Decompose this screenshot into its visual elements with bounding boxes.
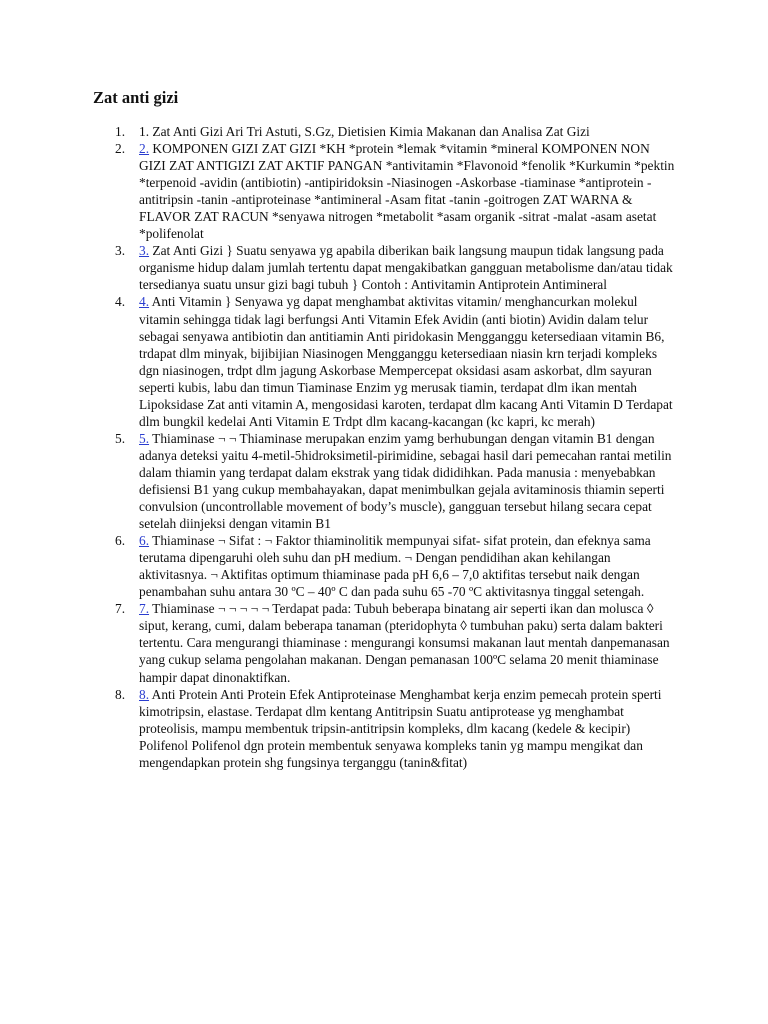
list-item-8	[115, 686, 675, 771]
slide-link-6[interactable]: 6.	[139, 533, 150, 549]
list-item-5	[115, 430, 675, 532]
item-number: 8.	[115, 686, 126, 702]
item-number: 5.	[115, 430, 126, 446]
list-item-7	[115, 600, 675, 685]
slide-link-8[interactable]: 8.	[139, 686, 150, 702]
list-item-2	[115, 140, 675, 242]
list-item-6	[115, 532, 675, 600]
list-item-1	[115, 123, 675, 140]
item-text: KOMPONEN GIZI ZAT GIZI *KH *protein *lemak *vitamin *mineral KOMPONEN NON GIZI ZAT ANTIGIZI ZAT AKTIF PANGAN *antivitamin *Flavonoid *fenolik *Kurkumin *pektin *terpenoid -avidin (antibiotin) -antipiridoksin -Niasinogen -Askorbase -tiaminase *antiprotein -antitripsin -tanin -antiproteinase *antimineral -Asam fitat -tanin -goitrogen ZAT WARNA & FLAVOR ZAT RACUN *senyawa nitrogen *metabolit *asam organik -sitrat -malat -asam asetat *polifenolat	[139, 141, 675, 242]
item-list	[115, 123, 675, 771]
item-text: 1. Zat Anti Gizi Ari Tri Astuti, S.Gz, Dietisien Kimia Makanan dan Analisa Zat Gizi	[139, 124, 590, 139]
list-item-4	[115, 293, 675, 429]
item-number: 3.	[115, 243, 126, 259]
item-number: 1.	[115, 124, 126, 139]
slide-link-4[interactable]: 4.	[139, 294, 150, 310]
item-number: 2.	[115, 141, 126, 157]
item-text: Thiaminase ¬ ¬ Thiaminase merupakan enzim yamg berhubungan dengan vitamin B1 dengan adanya deteksi yaitu 4-metil-5hidroksimetil-pirimidine, sebagai hasil dari pemecahan rantai metilin dalam thiamin yang terdapat dalam ekstrak yang tidak dididihkan. Pada manusia : menyebabkan defisiensi B1 yang cukup membahayakan, dapat menimbulkan gejala avitaminosis thiamin seperti convulsion (uncontrollable movement of body’s muscle), gangguan tersebut hilang secara cepat setelah diinjeksi dengan vitamin B1	[139, 430, 672, 532]
item-number: 4.	[115, 294, 126, 310]
slide-link-2[interactable]: 2.	[139, 141, 150, 157]
item-number: 6.	[115, 533, 126, 549]
item-text: Thiaminase ¬ Sifat : ¬ Faktor thiaminolitik mempunyai sifat- sifat protein, dan efeknya sama terutama dipengaruhi oleh suhu dan pH medium. ¬ Dengan pendidihan akan kehilangan aktivitasnya. ¬ Aktifitas optimum thiaminase pada pH 6,6 – 7,0 aktifitas tersebut naik dengan penambahan suhu antara 30 ºC – 40º C dan pada suhu 65 -70 ºC aktivitasnya tinggal setengah.	[139, 533, 651, 600]
document-title: Zat anti gizi	[93, 88, 179, 107]
slide-link-3[interactable]: 3.	[139, 243, 150, 259]
item-text: Anti Protein Anti Protein Efek Antiproteinase Menghambat kerja enzim pemecah protein sperti kimotripsin, elastase. Terdapat dlm kentang Antitripsin Suatu antiprotease yg menghambat proteolisis, mampu membentuk tripsin-antitripsin kompleks, dlm kacang (kedele & kecipir) Polifenol Polifenol dgn protein membentuk senyawa kompleks tanin yg mampu mengikat dan mengendapkan protein shg fungsinya terganggu (tanin&fitat)	[139, 686, 662, 770]
item-number: 7.	[115, 601, 126, 617]
item-text: Zat Anti Gizi } Suatu senyawa yg apabila diberikan baik langsung maupun tidak langsung pada organisme hidup dalam jumlah tertentu dapat mengakibatkan gangguan metabolisme dan/atau tidak tersedianya suatu unsur gizi bagi tubuh } Contoh : Antivitamin Antiprotein Antimineral	[139, 243, 673, 293]
list-item-3	[115, 242, 675, 293]
slide-link-5[interactable]: 5.	[139, 430, 150, 446]
item-text: Anti Vitamin } Senyawa yg dapat menghambat aktivitas vitamin/ menghancurkan molekul vitamin sehingga tidak lagi berfungsi Anti Vitamin Efek Avidin (anti biotin) Avidin dalam telur sebagai senyawa antibiotin dan antitiamin Anti piridokasin Mengganggu ketersediaan vitamin B6, trdapat dlm minyak, bijibijian Niasinogen Mengganggu ketersediaan niasin krn terjadi kompleks dgn niasinogen, trdpt dlm jagung Askorbase Mempercepat oksidasi asam askorbat, dlm sayuran seperti kubis, labu dan timun Tiaminase Enzim yg merusak tiamin, terdapat dlm ikan mentah Lipoksidase Zat anti vitamin A, mengosidasi karoten, terdapat dlm kacang Anti Vitamin D Terdapat dlm bungkil kedelai Anti Vitamin E Trdpt dlm kacang-kacangan (kc kapri, kc merah)	[139, 294, 673, 429]
slide-link-7[interactable]: 7.	[139, 601, 150, 617]
item-text: Thiaminase ¬ ¬ ¬ ¬ ¬ Terdapat pada: Tubuh beberapa binatang air seperti ikan dan molusca ◊ siput, kerang, cumi, dalam beberapa tanaman (pteridophyta ◊ tumbuhan paku) serta dalam bakteri tertentu. Cara mengurangi thiaminase : mengurangi konsumsi makanan laut mentah danpemanasan yang cukup selama pengolahan makanan. Dengan pemanasan 100ºC selama 20 menit thiaminase hampir dapat dinonaktifkan.	[139, 601, 670, 685]
